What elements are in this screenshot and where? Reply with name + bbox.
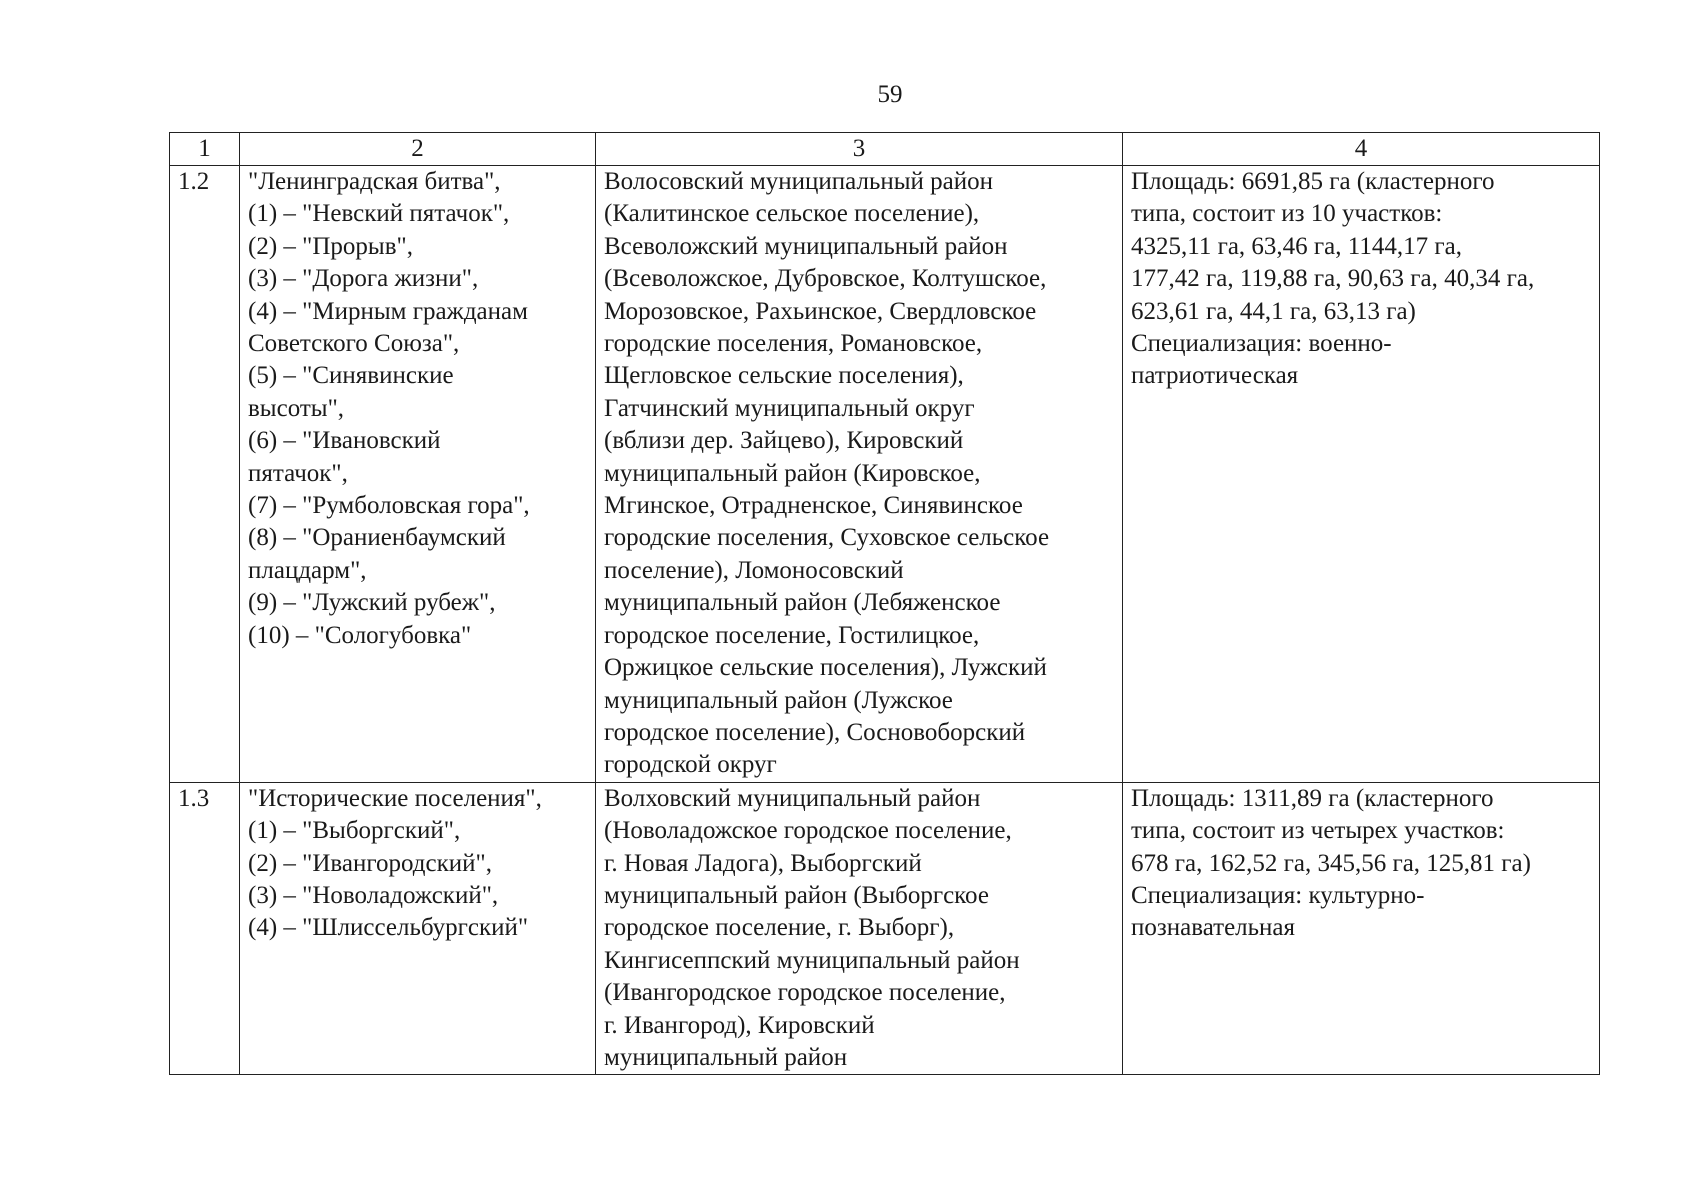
location-line: муниципальный район: [604, 1043, 848, 1071]
cluster-name-line: (6) – "Ивановский: [248, 427, 441, 455]
cluster-name-line: (4) – "Шлиссельбургский": [248, 914, 529, 942]
location-line: Мгинское, Отрадненское, Синявинское: [604, 492, 1023, 520]
cluster-name-cell: [240, 782, 596, 1075]
table-row: [170, 166, 1600, 783]
document-table: [169, 132, 1600, 1075]
cluster-name-line: (9) – "Лужский рубеж",: [248, 589, 496, 617]
location-line: Кингисеппский муниципальный район: [604, 946, 1020, 974]
cluster-name-line: (5) – "Синявинские: [248, 362, 454, 390]
cluster-name-line: (4) – "Мирным гражданам: [248, 297, 528, 325]
cluster-name-line: (10) – "Сологубовка": [248, 621, 472, 649]
column-header-2: 2: [240, 133, 596, 166]
location-line: (Новоладожское городское поселение,: [604, 817, 1012, 845]
page-number: 59: [877, 81, 903, 108]
cluster-name-line: "Исторические поселения",: [248, 784, 542, 812]
location-line: Оржицкое сельские поселения), Лужский: [604, 654, 1047, 682]
table-header-row: [170, 133, 1600, 166]
row-number-cell: 1.2: [170, 166, 240, 783]
location-line: Морозовское, Рахьинское, Свердловское: [604, 297, 1037, 325]
location-line: Щегловское сельские поселения),: [604, 362, 964, 390]
table-row: [170, 782, 1600, 1075]
area-info-line: Специализация: военно-: [1131, 330, 1392, 358]
column-header-1: 1: [170, 133, 240, 166]
location-line: поселение), Ломоносовский: [604, 556, 904, 584]
location-line: (вблизи дер. Зайцево), Кировский: [604, 427, 964, 455]
area-info-line: 177,42 га, 119,88 га, 90,63 га, 40,34 га,: [1131, 265, 1535, 293]
location-line: Волховский муниципальный район: [604, 784, 981, 812]
location-line: городские поселения, Романовское,: [604, 330, 983, 358]
cluster-name-line: (7) – "Румболовская гора",: [248, 492, 530, 520]
area-info-line: Площадь: 6691,85 га (кластерного: [1131, 168, 1495, 195]
location-line: муниципальный район (Лебяженское: [604, 589, 1001, 617]
area-info-line: 678 га, 162,52 га, 345,56 га, 125,81 га): [1131, 849, 1531, 877]
cluster-name-line: плацдарм",: [248, 556, 367, 584]
area-info-line: познавательная: [1131, 914, 1296, 942]
location-cell: [596, 166, 1123, 783]
location-line: г. Новая Ладога), Выборгский: [604, 849, 922, 877]
area-info-line: Специализация: культурно-: [1131, 881, 1425, 909]
cluster-name-line: (3) – "Новоладожский",: [248, 881, 499, 909]
location-line: Гатчинский муниципальный округ: [604, 394, 975, 422]
cluster-name-line: (3) – "Дорога жизни",: [248, 265, 479, 293]
location-line: городское поселение), Сосновоборский: [604, 718, 1026, 746]
cluster-name-line: (2) – "Ивангородский",: [248, 849, 492, 877]
location-line: Всеволожский муниципальный район: [604, 232, 1008, 260]
area-info-line: патриотическая: [1131, 362, 1299, 390]
cluster-name-line: (2) – "Прорыв",: [248, 232, 413, 260]
location-line: городское поселение, г. Выборг),: [604, 914, 955, 942]
column-header-4: 4: [1123, 133, 1600, 166]
location-line: городской округ: [604, 751, 777, 779]
cluster-name-cell: [240, 166, 596, 783]
location-line: городские поселения, Суховское сельское: [604, 524, 1050, 552]
cluster-name-line: высоты",: [248, 394, 345, 422]
area-info-line: 623,61 га, 44,1 га, 63,13 га): [1131, 297, 1416, 325]
location-line: (Всеволожское, Дубровское, Колтушское,: [604, 265, 1047, 293]
location-line: (Ивангородское городское поселение,: [604, 979, 1006, 1007]
cluster-name-line: "Ленинградская битва",: [248, 168, 501, 195]
location-line: муниципальный район (Лужское: [604, 686, 953, 714]
cluster-name-line: Советского Союза",: [248, 330, 460, 358]
location-line: городское поселение, Гостилицкое,: [604, 621, 980, 649]
cluster-name-line: (1) – "Выборгский",: [248, 817, 461, 845]
cluster-name-line: (1) – "Невский пятачок",: [248, 200, 510, 228]
area-info-line: Площадь: 1311,89 га (кластерного: [1131, 784, 1494, 812]
cluster-name-line: (8) – "Ораниенбаумский: [248, 524, 506, 552]
cluster-name-line: пятачок",: [248, 459, 348, 487]
area-info-cell: [1123, 166, 1600, 783]
location-cell: [596, 782, 1123, 1075]
location-line: муниципальный район (Кировское,: [604, 459, 981, 487]
area-info-line: типа, состоит из четырех участков:: [1131, 817, 1505, 845]
location-line: (Калитинское сельское поселение),: [604, 200, 980, 228]
location-line: Волосовский муниципальный район: [604, 168, 994, 195]
area-info-line: 4325,11 га, 63,46 га, 1144,17 га,: [1131, 232, 1462, 260]
area-info-cell: [1123, 782, 1600, 1075]
location-line: г. Ивангород), Кировский: [604, 1011, 875, 1039]
location-line: муниципальный район (Выборгское: [604, 881, 989, 909]
area-info-line: типа, состоит из 10 участков:: [1131, 200, 1443, 228]
row-number-cell: 1.3: [170, 782, 240, 1075]
column-header-3: 3: [596, 133, 1123, 166]
